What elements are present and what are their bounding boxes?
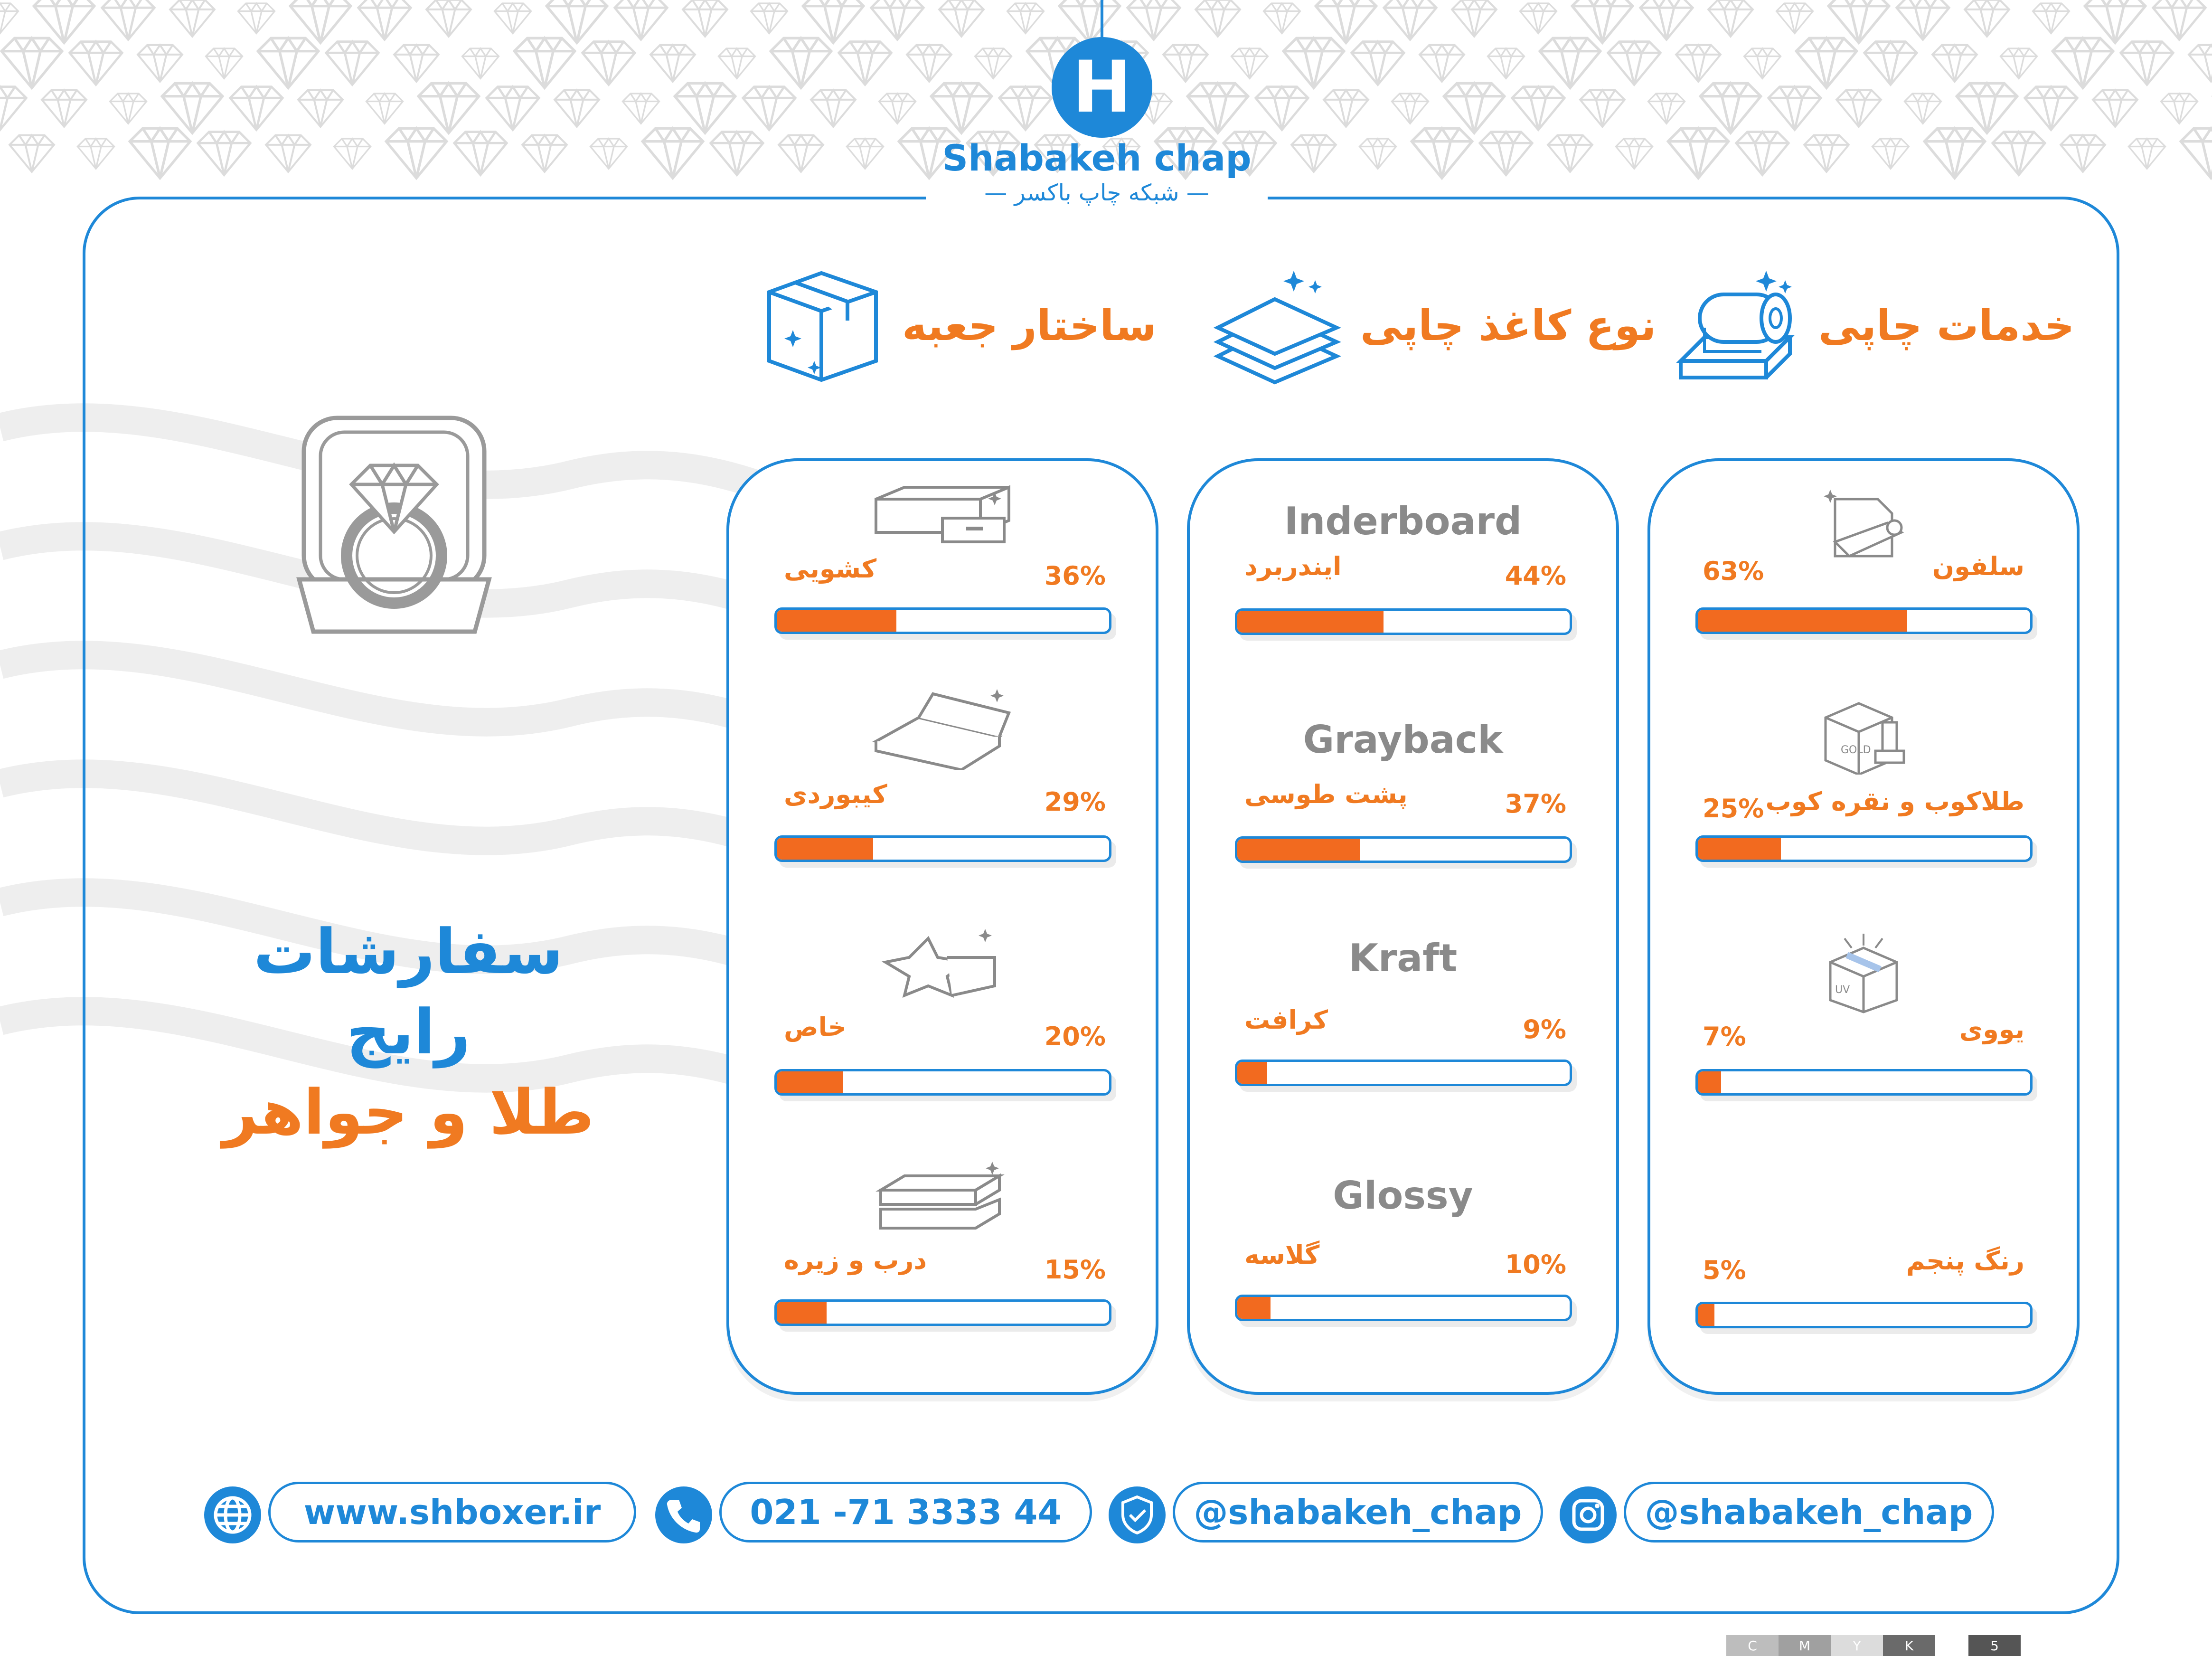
progress-fill <box>1698 1071 1721 1093</box>
category-label: ساختار جعبه <box>902 301 1157 350</box>
percent-value: 10% <box>1505 1249 1566 1279</box>
progress-fill <box>1698 610 1907 632</box>
progress-bar <box>1235 1060 1572 1086</box>
cmyk-5: 5 <box>1990 1638 1999 1654</box>
logo-letter: H <box>1072 46 1132 129</box>
website-link[interactable]: www.shboxer.ir <box>268 1482 636 1542</box>
progress-fill <box>777 1302 827 1324</box>
progress-bar <box>1235 608 1572 635</box>
contact-telegram <box>1109 1482 1545 1548</box>
globe-icon <box>204 1486 261 1543</box>
brand-subtitle: — شبکه چاپ باکسر — <box>984 180 1209 206</box>
logo-line <box>1101 0 1103 38</box>
item-label: طلاکوب و نقره کوب <box>1765 786 2024 816</box>
item-label: کشویی <box>784 554 877 584</box>
contact-instagram <box>1560 1482 1996 1548</box>
lid-base-box-icon <box>871 1162 1014 1233</box>
category-box-structure <box>764 264 1157 387</box>
logo-icon <box>1052 37 1152 138</box>
progress-bar <box>1695 835 2033 862</box>
percent-value: 9% <box>1523 1014 1566 1044</box>
paper-title: Grayback <box>1303 718 1503 762</box>
gold-label: GOLD <box>1841 744 1871 756</box>
item-label: پشت طوسی <box>1244 779 1408 809</box>
item-label: کیبوردی <box>784 779 887 809</box>
percent-value: 37% <box>1505 789 1566 819</box>
progress-bar <box>774 835 1111 862</box>
progress-fill <box>777 610 896 632</box>
progress-bar <box>1695 1302 2033 1328</box>
percent-value: 63% <box>1703 556 1764 586</box>
item-label: سلفون <box>1932 551 2024 581</box>
telegram-handle[interactable]: @shabakeh_chap <box>1173 1482 1543 1542</box>
cmyk-strip-icon <box>1726 1635 2021 1656</box>
brand-subtitle-text: شبکه چاپ باکسر <box>1014 180 1179 206</box>
item-label: رنگ پنجم <box>1906 1246 2024 1276</box>
progress-bar <box>1235 836 1572 863</box>
phone-number[interactable]: 021 -71 3333 44 <box>719 1482 1092 1542</box>
paper-title: Kraft <box>1348 936 1458 980</box>
percent-value: 5% <box>1703 1255 1746 1285</box>
brand-name: Shabakeh chap <box>942 137 1252 179</box>
ring-box-icon <box>294 413 494 641</box>
percent-value: 36% <box>1044 561 1106 591</box>
cmyk-k: K <box>1904 1638 1914 1654</box>
progress-bar <box>1695 1069 2033 1096</box>
cellophane-roll-icon <box>1816 490 1911 561</box>
percent-value: 25% <box>1703 794 1764 823</box>
item-label: گلاسه <box>1244 1240 1320 1270</box>
box-structure-panel <box>726 458 1158 1395</box>
category-paper-type <box>1213 264 1656 387</box>
progress-fill <box>777 1071 843 1093</box>
cmyk-m: M <box>1798 1638 1811 1654</box>
gold-stamp-icon <box>1816 694 1911 775</box>
paper-stack-icon <box>1213 266 1341 385</box>
item-label: یووی <box>1959 1014 2024 1044</box>
contact-website <box>204 1482 641 1548</box>
progress-fill <box>1237 611 1384 633</box>
item-label: درب و زیره <box>784 1245 927 1275</box>
item-label: کرافت <box>1244 1005 1328 1035</box>
shield-heart-icon <box>1109 1486 1166 1543</box>
category-label: نوع کاغذ چاپی <box>1360 301 1657 350</box>
sliding-box-icon <box>866 485 1018 551</box>
keyboard-box-icon <box>866 689 1018 770</box>
progress-bar <box>1695 607 2033 634</box>
phone-icon <box>655 1486 712 1543</box>
progress-fill <box>1237 1297 1271 1319</box>
paper-title: Glossy <box>1333 1173 1473 1218</box>
contact-phone <box>655 1482 1092 1548</box>
paper-title: Inderboard <box>1284 499 1522 543</box>
percent-value: 15% <box>1044 1255 1106 1285</box>
progress-fill <box>1698 838 1781 860</box>
category-printing-services <box>1671 264 2074 387</box>
headline-line2: طلا و جواهر <box>222 1076 594 1148</box>
item-label: ایندربرد <box>1244 551 1342 581</box>
item-label: خاص <box>784 1012 847 1042</box>
uv-label: UV <box>1835 984 1850 996</box>
box-icon <box>764 264 883 387</box>
cmyk-y: Y <box>1853 1638 1861 1654</box>
progress-bar <box>774 1069 1111 1096</box>
percent-value: 44% <box>1505 561 1566 591</box>
percent-value: 20% <box>1044 1022 1106 1051</box>
headline <box>190 912 627 1153</box>
progress-fill <box>1237 839 1360 861</box>
uv-box-icon <box>1821 934 1906 1014</box>
progress-fill <box>1698 1304 1714 1326</box>
progress-bar <box>774 607 1111 634</box>
headline-line1: سفارشات رایج <box>253 916 564 1068</box>
progress-bar <box>774 1299 1111 1326</box>
cmyk-c: C <box>1748 1638 1757 1654</box>
progress-bar <box>1235 1295 1572 1321</box>
star-box-icon <box>876 929 1009 1000</box>
category-label: خدمات چاپی <box>1818 301 2075 350</box>
printing-roller-icon <box>1671 266 1799 385</box>
instagram-handle[interactable]: @shabakeh_chap <box>1624 1482 1994 1542</box>
paper-type-panel <box>1187 458 1619 1395</box>
progress-fill <box>1237 1062 1267 1084</box>
percent-value: 7% <box>1703 1022 1746 1051</box>
instagram-icon <box>1560 1486 1617 1543</box>
percent-value: 29% <box>1044 787 1106 817</box>
progress-fill <box>777 838 873 860</box>
